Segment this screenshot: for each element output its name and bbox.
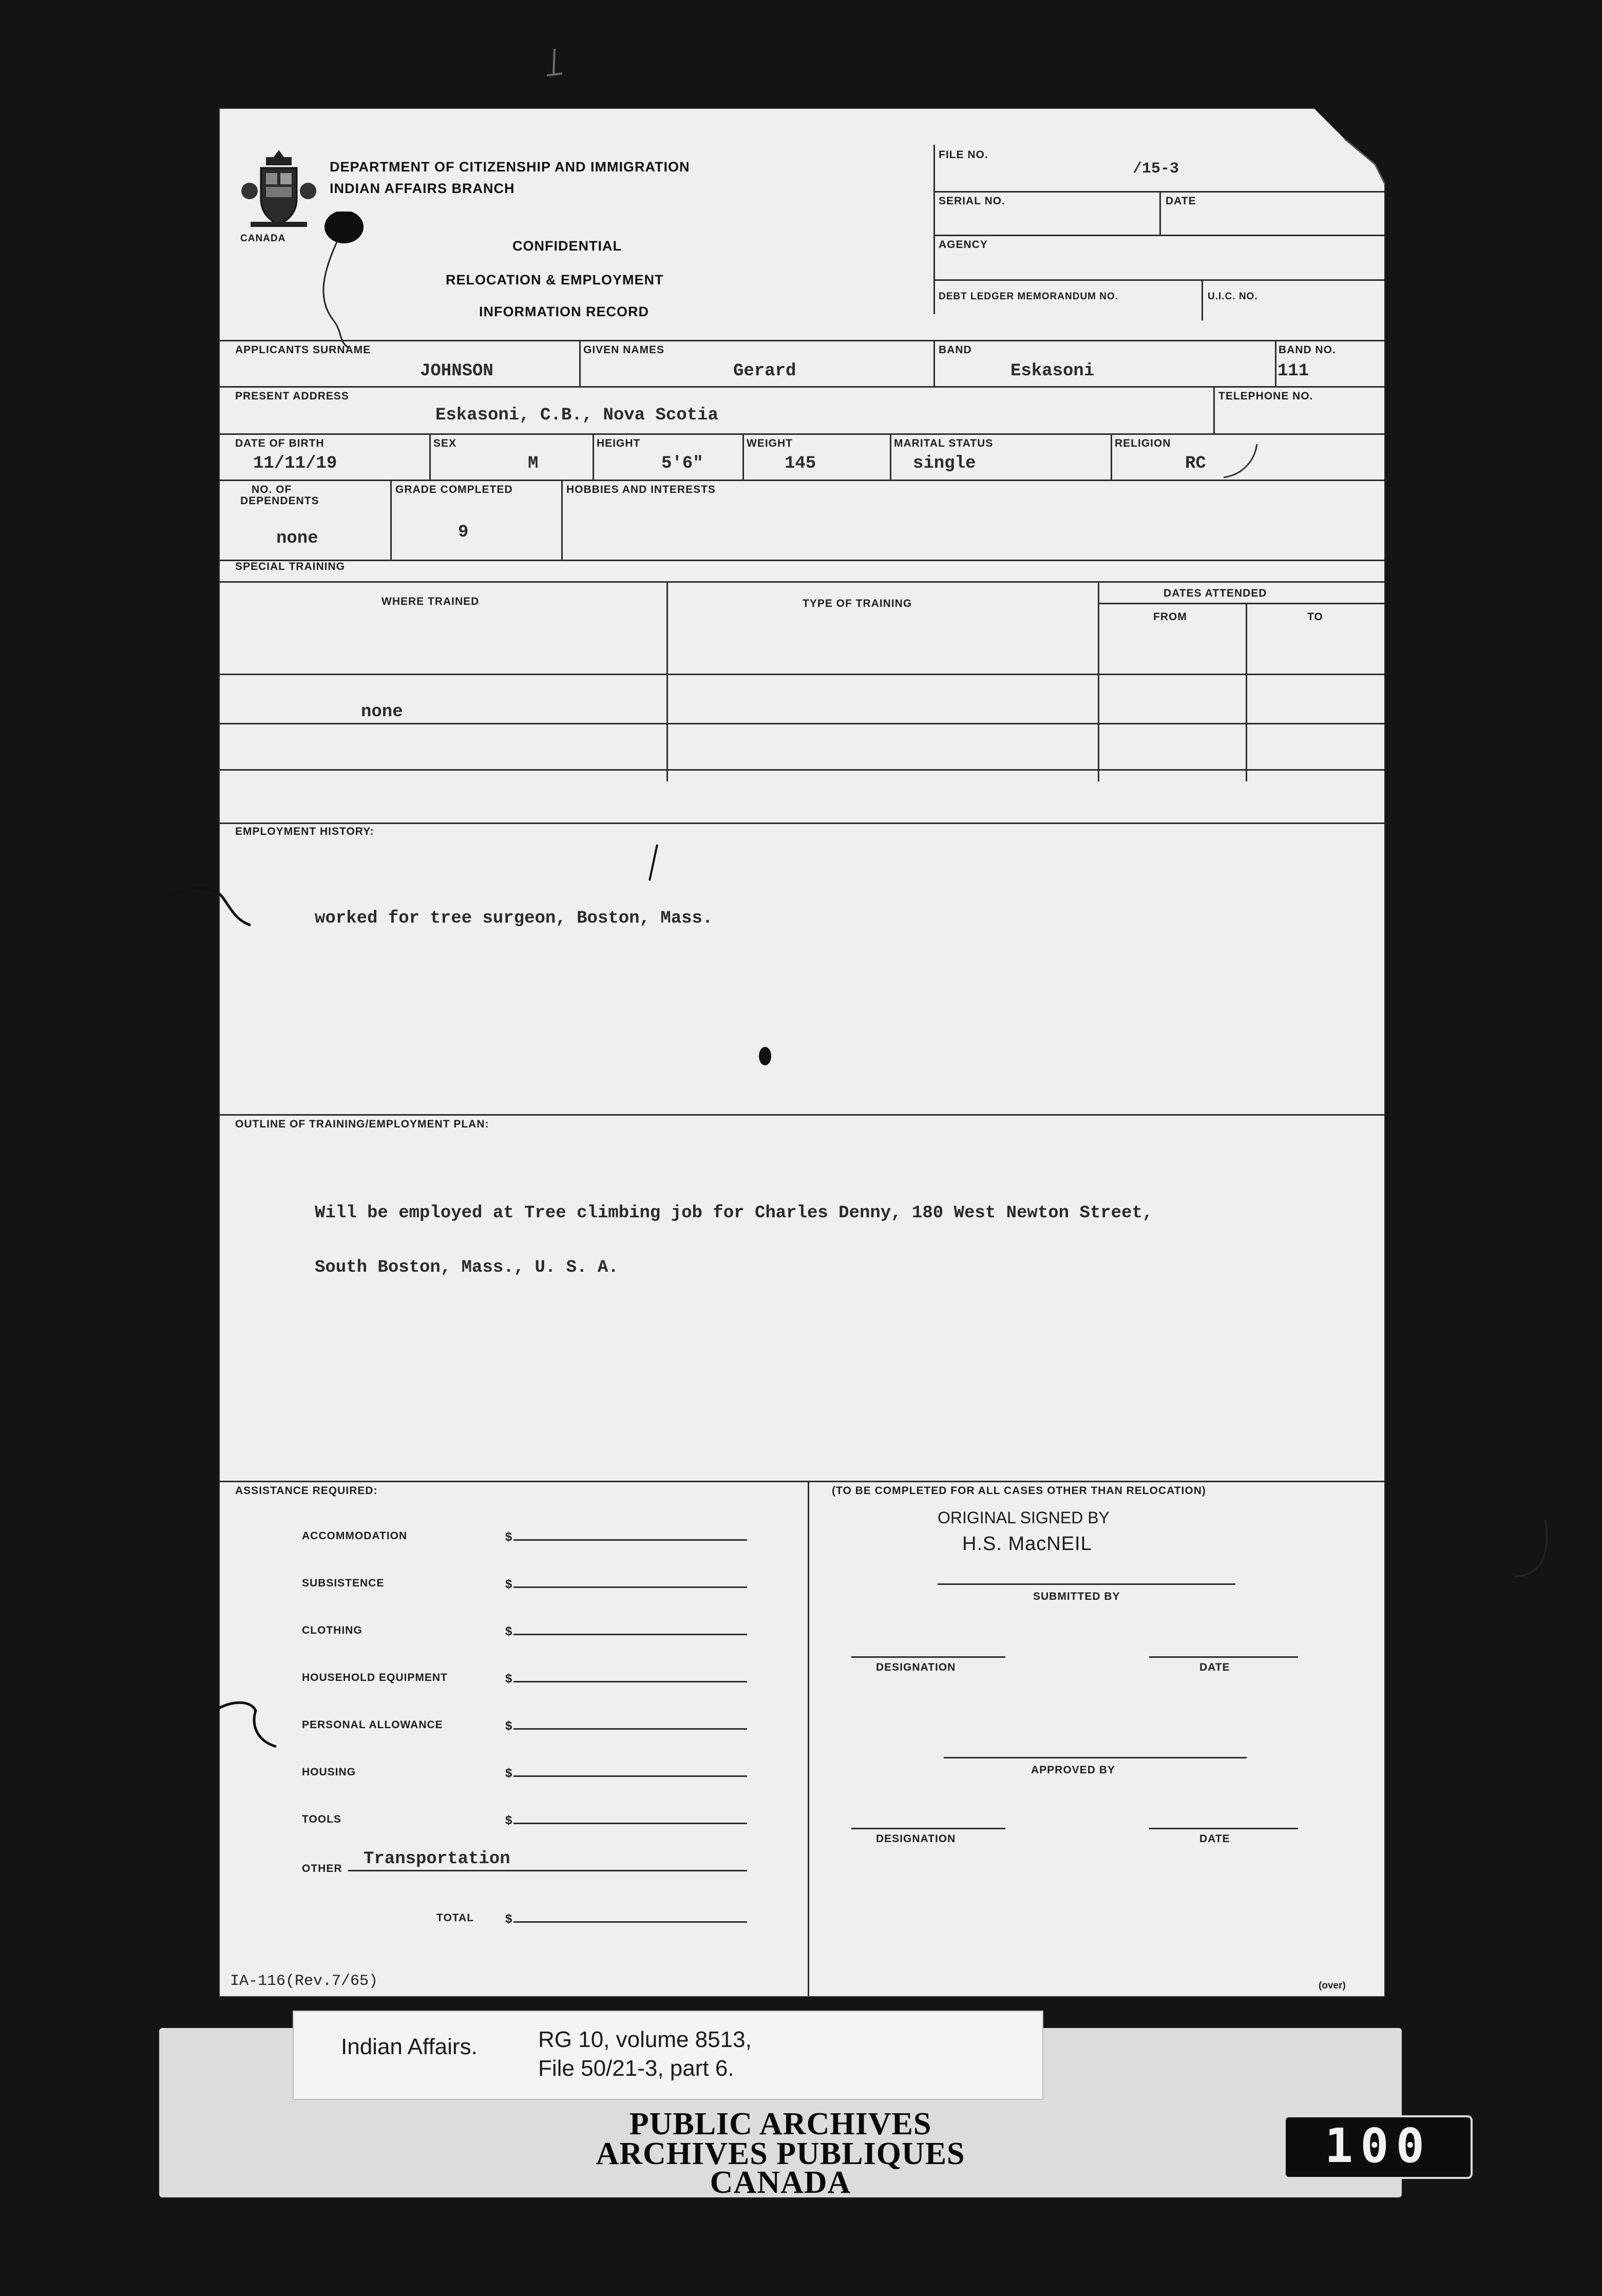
approve-designation-label: DESIGNATION xyxy=(876,1833,956,1845)
assist-accommodation-label: ACCOMMODATION xyxy=(302,1530,408,1542)
band-no-label: BAND NO. xyxy=(1279,344,1336,356)
confidential-stamp: CONFIDENTIAL xyxy=(512,238,622,254)
seal-cord-mark xyxy=(312,212,369,350)
assist-subsistence-field[interactable] xyxy=(513,1586,747,1588)
present-address-label: PRESENT ADDRESS xyxy=(235,390,349,402)
branch-name: INDIAN AFFAIRS BRANCH xyxy=(330,181,515,196)
where-trained-label: WHERE TRAINED xyxy=(382,596,480,607)
employment-history-value: worked for tree surgeon, Boston, Mass. xyxy=(315,909,713,928)
grade-value: 9 xyxy=(458,523,469,542)
edge-pen-mark xyxy=(1510,1515,1571,1581)
plan-label: OUTLINE OF TRAINING/EMPLOYMENT PLAN: xyxy=(235,1118,489,1130)
department-name: DEPARTMENT OF CITIZENSHIP AND IMMIGRATION xyxy=(330,159,690,175)
ink-blot-mark xyxy=(755,1043,775,1069)
signer-name-stamp: H.S. MacNEIL xyxy=(962,1533,1092,1555)
form-number: IA-116(Rev.7/65) xyxy=(230,1973,378,1990)
admin-date-label: DATE xyxy=(1166,195,1196,207)
pen-tick-mark xyxy=(637,842,667,883)
dates-to-label: TO xyxy=(1307,611,1323,623)
assist-dollar-sign: $ xyxy=(505,1912,513,1926)
serial-no-label: SERIAL NO. xyxy=(939,195,1005,207)
assist-housing-field[interactable] xyxy=(513,1775,747,1777)
dob-label: DATE OF BIRTH xyxy=(235,437,325,449)
form-title-line2: INFORMATION RECORD xyxy=(479,304,649,319)
original-signed-stamp: ORIGINAL SIGNED BY xyxy=(938,1508,1110,1527)
height-value: 5'6" xyxy=(661,454,703,473)
canada-coat-of-arms-icon xyxy=(240,145,317,232)
file-no-value: /15-3 xyxy=(1133,160,1179,178)
assist-other-field[interactable] xyxy=(348,1870,747,1871)
assist-dollar-sign: $ xyxy=(505,1624,513,1638)
assist-dollar-sign: $ xyxy=(505,1766,513,1780)
assist-dollar-sign: $ xyxy=(505,1530,513,1544)
film-scratch-mark xyxy=(544,49,565,85)
dependents-value: none xyxy=(276,529,318,548)
surname-value: JOHNSON xyxy=(420,361,493,381)
crest-caption: CANADA xyxy=(240,233,286,244)
margin-pen-mark xyxy=(174,884,328,946)
assist-household-label: HOUSEHOLD EQUIPMENT xyxy=(302,1672,448,1683)
assist-dollar-sign: $ xyxy=(505,1813,513,1827)
dates-from-label: FROM xyxy=(1153,611,1187,623)
reference-volume: RG 10, volume 8513, xyxy=(538,2027,752,2052)
surname-label: APPLICANTS SURNAME xyxy=(235,344,371,356)
sex-value: M xyxy=(528,454,539,473)
bracket-pen-mark xyxy=(215,1695,292,1752)
telephone-label: TELEPHONE NO. xyxy=(1218,390,1313,402)
band-label: BAND xyxy=(939,344,972,356)
assist-clothing-label: CLOTHING xyxy=(302,1624,363,1636)
folded-corner xyxy=(1313,108,1385,185)
assist-personal-allowance-label: PERSONAL ALLOWANCE xyxy=(302,1719,443,1731)
submitted-by-label: SUBMITTED BY xyxy=(1033,1591,1120,1602)
file-no-label: FILE NO. xyxy=(939,149,988,161)
approved-by-label: APPROVED BY xyxy=(1031,1764,1115,1776)
submit-designation-label: DESIGNATION xyxy=(876,1661,956,1673)
plan-line1: Will be employed at Tree climbing job for Charles Denny, 180 West Newton Street, xyxy=(315,1203,1153,1223)
submit-date-line[interactable] xyxy=(1149,1656,1298,1658)
approve-date-label: DATE xyxy=(1199,1833,1230,1845)
band-value: Eskasoni xyxy=(1010,361,1095,381)
form-title-line1: RELOCATION & EMPLOYMENT xyxy=(446,272,664,288)
marital-status-label: MARITAL STATUS xyxy=(894,437,994,449)
grade-label: GRADE COMPLETED xyxy=(395,484,513,495)
given-names-label: GIVEN NAMES xyxy=(583,344,665,356)
religion-value: RC xyxy=(1185,454,1206,473)
microfilm-frame-number: 100 xyxy=(1284,2115,1473,2179)
present-address-value: Eskasoni, C.B., Nova Scotia xyxy=(435,406,718,425)
sex-label: SEX xyxy=(433,437,457,449)
reference-fonds: Indian Affairs. xyxy=(341,2034,478,2059)
submit-designation-line[interactable] xyxy=(851,1656,1005,1658)
relocation-form-page xyxy=(220,109,1384,1996)
assist-total-label: TOTAL xyxy=(436,1912,474,1924)
height-label: HEIGHT xyxy=(597,437,641,449)
assist-other-value: Transportation xyxy=(364,1849,510,1869)
submit-date-label: DATE xyxy=(1199,1661,1230,1673)
assist-dollar-sign: $ xyxy=(505,1672,513,1686)
assist-accommodation-field[interactable] xyxy=(513,1539,747,1541)
weight-value: 145 xyxy=(785,454,816,473)
dependents-label-1: NO. OF xyxy=(252,484,292,495)
approved-by-line[interactable] xyxy=(944,1757,1247,1758)
completion-note: (TO BE COMPLETED FOR ALL CASES OTHER THAN RELOCATION) xyxy=(832,1485,1206,1497)
assist-clothing-field[interactable] xyxy=(513,1634,747,1635)
religion-check-mark xyxy=(1221,442,1262,483)
assist-household-field[interactable] xyxy=(513,1681,747,1682)
employment-history-label: EMPLOYMENT HISTORY: xyxy=(235,826,374,837)
hobbies-label: HOBBIES AND INTERESTS xyxy=(566,484,716,495)
assist-housing-label: HOUSING xyxy=(302,1766,356,1778)
reference-file: File 50/21-3, part 6. xyxy=(538,2056,734,2081)
dob-value: 11/11/19 xyxy=(253,454,337,473)
assist-tools-label: TOOLS xyxy=(302,1813,341,1825)
weight-label: WEIGHT xyxy=(747,437,793,449)
reference-label-card xyxy=(293,2011,1043,2100)
assist-subsistence-label: SUBSISTENCE xyxy=(302,1577,385,1589)
dates-attended-label: DATES ATTENDED xyxy=(1164,587,1267,599)
assist-dollar-sign: $ xyxy=(505,1577,513,1591)
assistance-label: ASSISTANCE REQUIRED: xyxy=(235,1485,378,1497)
band-no-value: 111 xyxy=(1277,361,1309,381)
agency-label: AGENCY xyxy=(939,239,988,251)
plan-line2: South Boston, Mass., U. S. A. xyxy=(315,1258,619,1277)
approve-designation-line[interactable] xyxy=(851,1828,1005,1829)
marital-status-value: single xyxy=(913,454,976,473)
assist-tools-field[interactable] xyxy=(513,1823,747,1824)
uic-no-label: U.I.C. NO. xyxy=(1208,291,1258,302)
assist-personal-allowance-field[interactable] xyxy=(513,1728,747,1730)
over-note: (over) xyxy=(1319,1980,1346,1991)
assist-total-field[interactable] xyxy=(513,1921,747,1923)
assist-other-label: OTHER xyxy=(302,1863,342,1874)
type-of-training-label: TYPE OF TRAINING xyxy=(803,598,912,609)
archives-line1: PUBLIC ARCHIVES xyxy=(629,2107,932,2141)
given-names-value: Gerard xyxy=(733,361,796,381)
assist-dollar-sign: $ xyxy=(505,1719,513,1733)
dependents-label-2: DEPENDENTS xyxy=(240,495,319,507)
archives-line2: ARCHIVES PUBLIQUES xyxy=(596,2136,965,2171)
submitted-by-line[interactable] xyxy=(938,1583,1235,1585)
debt-ledger-label: DEBT LEDGER MEMORANDUM NO. xyxy=(939,291,1119,302)
archives-line3: CANADA xyxy=(710,2165,851,2200)
special-training-label: SPECIAL TRAINING xyxy=(235,561,345,572)
where-trained-value: none xyxy=(361,702,403,722)
religion-label: RELIGION xyxy=(1115,437,1171,449)
approve-date-line[interactable] xyxy=(1149,1828,1298,1829)
